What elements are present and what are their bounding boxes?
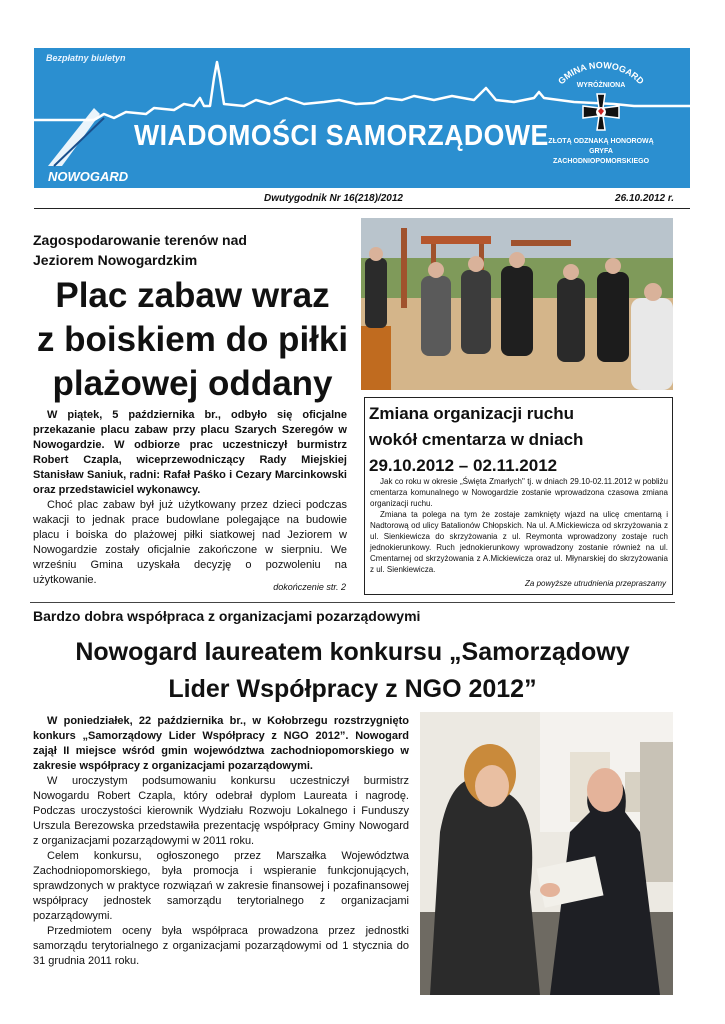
article2-paragraph: Przedmiotem oceny była współpraca prowadzona przez jednostki samorządu terytorialnego z organizacjami pozarządowymi od 1 stycznia do 31 grudnia 2011 roku. xyxy=(33,925,409,967)
article2-body xyxy=(33,714,409,969)
headline-line: plażowej oddany xyxy=(52,364,333,403)
masthead-banner xyxy=(34,48,690,188)
issue-number: Dwutygodnik Nr 16(218)/2012 xyxy=(264,193,403,204)
notice-title-line: 29.10.2012 – 02.11.2012 xyxy=(369,456,558,475)
article1-body xyxy=(33,408,347,588)
notice-title-line: wokół cmentarza w dniach xyxy=(369,430,584,449)
newspaper-title: WIADOMOŚCI SAMORZĄDOWE xyxy=(134,120,549,152)
issue-date: 26.10.2012 r. xyxy=(615,193,674,204)
town-name: NOWOGARD xyxy=(48,169,129,184)
notice-apology: Za powyższe utrudnienia przepraszamy xyxy=(525,579,666,588)
award-line-2: GRYFA xyxy=(589,148,613,155)
article1-headline xyxy=(30,274,355,406)
free-bulletin-label: Bezpłatny biuletyn xyxy=(46,53,126,63)
article2-kicker: Bardzo dobra współpraca z organizacjami pozarządowymi xyxy=(33,608,421,624)
notice-body xyxy=(370,476,668,575)
notice-paragraph: Zmiana ta polega na tym że zostaje zamknięty wjazd na ulicę cmentarną i Nadtorową od ulicy Batalionów Chłopskich. Na ul. A.Mickiewicza od skrzyżowania z ul. Sienkiewicza do skrzyżowania z ul. Reymonta wprowadzony zostaje ruch jednokierunkowy. Ruch jednokierunkowy wprowadzony zostanie również na ul. Cmentarnej od skrzyżowania z A.Mickiewicza oraz ul. Młynarskiej do skrzyżowania z ul. Sienkiewicza. xyxy=(370,510,668,574)
headline-line: Nowogard laureatem konkursu „Samorządowy xyxy=(75,638,630,666)
notice-title-line: Zmiana organizacji ruchu xyxy=(369,404,574,423)
issue-bar xyxy=(34,190,690,209)
article1-lead: W piątek, 5 października br., odbyło się oficjalne przekazanie placu zabaw przy placu Szarych Szeregów w Nowogardzie. W odbiorze prac uczestniczył burmistrz Robert Czapla, wiceprzewodniczący Rady Miejskiej Stanisław Saniuk, radni: Rafał Paśko i Cezary Marcinkowski oraz przedstawiciel wykonawcy. xyxy=(33,409,347,496)
headline-line: Lider Współpracy z NGO 2012” xyxy=(168,675,537,703)
award-line-1: ZŁOTĄ ODZNAKĄ HONOROWĄ xyxy=(548,138,654,145)
playground-photo xyxy=(361,218,673,390)
article1-kicker xyxy=(33,230,247,270)
traffic-notice-box xyxy=(364,397,673,595)
article2-paragraph: Celem konkursu, ogłoszonego przez Marszałka Województwa Zachodniopomorskiego, była promocja i wspieranie funkcjonujących, sprawdzonych w praktyce rozwiązań w zakresie finansowej i pozafinansowej współpracy jednostek samorządu terytorialnego z organizacjami pozarządowymi. xyxy=(33,850,409,922)
headline-line: z boiskiem do piłki xyxy=(36,320,349,359)
article1-kicker-line: Jeziorem Nowogardzkim xyxy=(33,252,198,268)
emblem-subtitle: WYRÓŻNIONA xyxy=(576,82,626,89)
article1-paragraph: Choć plac zabaw był już użytkowany przez dzieci podczas wakacji to jednak prace budowlane polegające na budowie placu i boiska do plażowej piłki siatkowej nad Jeziorem w Nowogardzie zostały oficjalnie zakończone w sierpniu. We wrześniu Gmina uzyskała decyzję o pozwoleniu na użytkowanie. xyxy=(33,499,347,586)
award-ceremony-photo xyxy=(420,712,673,995)
headline-line: Plac zabaw wraz xyxy=(55,276,330,315)
emblem-arc-text: GMINA NOWOGARD xyxy=(556,60,646,87)
article2-lead: W poniedziałek, 22 października br., w Kołobrzegu rozstrzygnięto konkurs „Samorządowy Lider Współpracy z NGO 2012”. Nowogard zajął II miejsce wśród gmin województwa zachodniopomorskiego w zakresie współpracy z organizacjami pozarządowymi. xyxy=(33,715,409,772)
award-emblem xyxy=(526,56,676,184)
cross-icon xyxy=(581,92,621,132)
article2-headline xyxy=(30,634,675,708)
article2-paragraph: W uroczystym podsumowaniu konkursu uczestniczył burmistrz Nowogardu Robert Czapla, który odebrał dyplom Laureata i nagrodę. Podczas uroczystości kierownik Wydziału Rozwoju Lokalnego i Funduszy Urszula Berezowska przedstawiła prezentację współpracy Gminy Nowogard z organizacjami pozarządowymi w 2011 roku. xyxy=(33,775,409,847)
award-line-3: ZACHODNIOPOMORSKIEGO xyxy=(552,158,650,165)
notice-title xyxy=(369,401,669,479)
notice-paragraph: Jak co roku w okresie „Święta Zmarłych" tj. w dniach 29.10-02.11.2012 w pobliżu cmentarza komunalnego w Nowogardzie zostanie wprowadzona czasowa zmiana organizacji ruchu. xyxy=(370,477,668,508)
section-divider xyxy=(30,602,675,603)
continuation-note: dokończenie str. 2 xyxy=(273,582,346,592)
article1-kicker-line: Zagospodarowanie terenów nad xyxy=(33,232,247,248)
